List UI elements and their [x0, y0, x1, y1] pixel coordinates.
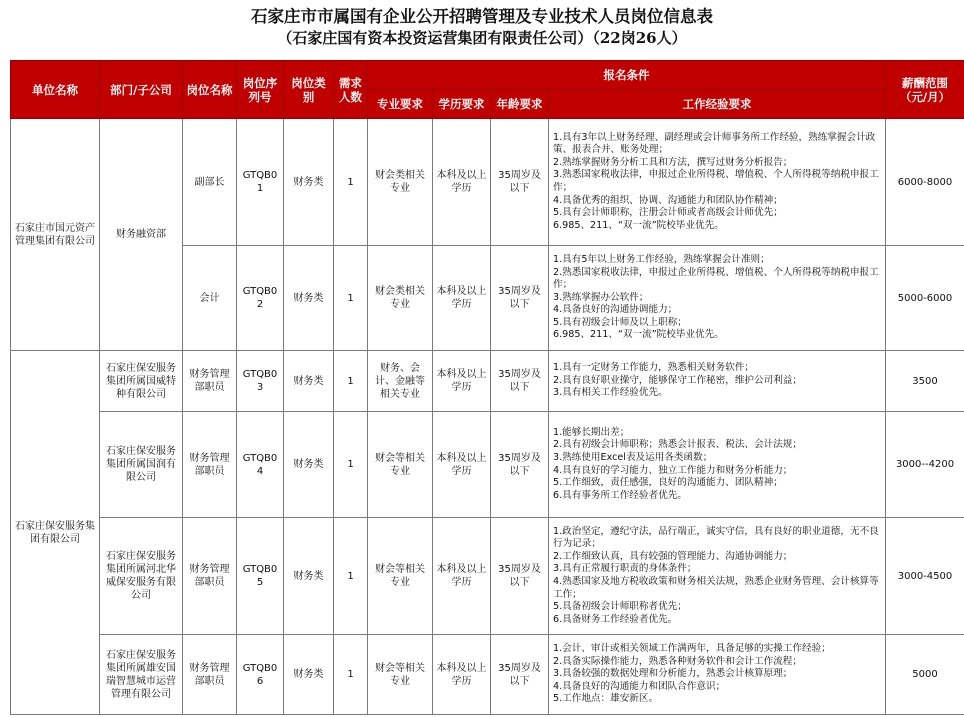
exp-line: 5.具有初级会计师及以上职称；	[553, 316, 687, 328]
major-cell: 财会等相关专业	[368, 518, 433, 635]
type-cell: 财务类	[284, 412, 334, 518]
exp-line: 5.工作地点：雄安新区。	[553, 693, 659, 705]
exp-cell	[549, 119, 886, 246]
exp-line: 1.政治坚定，遵纪守法，品行端正，诚实守信，具有良好的职业道德，无不良行为记录；	[553, 525, 879, 550]
salary-cell: 5000	[886, 635, 964, 715]
exp-line: 1.具有一定财务工作能力，熟悉相关财务软件；	[553, 362, 755, 374]
table-row	[11, 119, 964, 246]
exp-line: 3.熟练使用Excel表及运用各类函数；	[553, 451, 713, 463]
salary-cell: 6000-8000	[886, 119, 964, 246]
job-table	[10, 60, 964, 715]
exp-line: 1.具有5年以上财务工作经验，熟练掌握会计准则；	[553, 253, 770, 265]
page-subtitle: （石家庄国有资本投资运营集团有限责任公司）（22岗26人）	[277, 29, 687, 47]
salary-cell: 3000-4500	[886, 518, 964, 635]
page-title: 石家庄市市属国有企业公开招聘管理及专业技术人员岗位信息表	[251, 7, 713, 26]
dept-cell: 石家庄保安服务集团所属国威特种有限公司	[100, 351, 183, 412]
edu-cell: 本科及以上学历	[433, 635, 491, 715]
type-cell: 财务类	[284, 246, 334, 351]
age-cell: 35周岁及以下	[491, 635, 549, 715]
exp-cell	[549, 635, 886, 715]
table-row	[11, 351, 964, 412]
type-cell: 财务类	[284, 119, 334, 246]
major-cell: 财务、会计、金融等相关专业	[368, 351, 433, 412]
major-cell: 财会类相关专业	[368, 119, 433, 246]
age-cell: 35周岁及以下	[491, 119, 549, 246]
code-cell: GTQB05	[237, 518, 284, 635]
post-cell: 财务管理部职员	[183, 518, 237, 635]
table-row	[11, 518, 964, 635]
count-cell: 1	[334, 635, 368, 715]
type-cell: 财务类	[284, 351, 334, 412]
exp-line: 3.熟悉国家税收法律，申报过企业所得税、增值税、个人所得税等纳税申报工作；	[553, 169, 879, 193]
exp-line: 3.熟练掌握办公软件；	[553, 291, 649, 303]
dept-cell: 石家庄保安服务集团所属雄安国瑞智慧城市运营管理有限公司	[100, 635, 183, 715]
type-cell: 财务类	[284, 518, 334, 635]
edu-cell: 本科及以上学历	[433, 518, 491, 635]
code-cell: GTQB01	[237, 119, 284, 246]
dept-cell: 石家庄保安服务集团所属国润有限公司	[100, 412, 183, 518]
unit-cell: 石家庄市国元资产管理集团有限公司	[11, 119, 100, 351]
header-edu: 学历要求	[433, 90, 491, 119]
code-cell: GTQB04	[237, 412, 284, 518]
exp-line: 5.具有会计师职称，注册会计师或者高级会计师优先；	[553, 207, 783, 219]
unit-cell: 石家庄保安服务集团有限公司	[11, 351, 100, 715]
header-age: 年龄要求	[491, 90, 549, 119]
count-cell: 1	[334, 246, 368, 351]
header-major: 专业要求	[368, 90, 433, 119]
dept-cell: 石家庄保安服务集团所属河北华威保安服务有限公司	[100, 518, 183, 635]
edu-cell: 本科及以上学历	[433, 119, 491, 246]
exp-line: 6.具备财务工作经验者优先。	[553, 613, 678, 625]
exp-line: 5.具备初级会计师职称者优先；	[553, 601, 687, 613]
header-type: 岗位类别	[284, 61, 334, 119]
exp-cell	[549, 351, 886, 412]
exp-line: 2.具备实际操作能力，熟悉各种财务软件和会计工作流程；	[553, 655, 802, 667]
header-conditions: 报名条件	[368, 61, 886, 90]
code-cell: GTQB06	[237, 635, 284, 715]
exp-cell	[549, 246, 886, 351]
type-cell: 财务类	[284, 635, 334, 715]
exp-line: 3.具有相关工作经验优先。	[553, 387, 668, 399]
major-cell: 财会类相关专业	[368, 246, 433, 351]
title-block	[0, 6, 964, 48]
salary-cell: 5000-6000	[886, 246, 964, 351]
code-cell: GTQB03	[237, 351, 284, 412]
exp-line: 4.具备优秀的组织、协调、沟通能力和团队协作精神；	[553, 194, 783, 206]
table-row	[11, 635, 964, 715]
header-exp: 工作经验要求	[549, 90, 886, 119]
exp-line: 2.具有良好职业操守，能够保守工作秘密，维护公司利益；	[553, 374, 802, 386]
exp-line: 5.工作细致，责任感强，良好的沟通能力、团队精神；	[553, 477, 783, 489]
exp-line: 3.具有正常履行职责的身体条件；	[553, 563, 697, 575]
exp-line: 1.会计、审计或相关领域工作满两年，具备足够的实操工作经验；	[553, 643, 831, 655]
major-cell: 财会等相关专业	[368, 635, 433, 715]
post-cell: 会计	[183, 246, 237, 351]
exp-line: 1.能够长期出差；	[553, 426, 630, 438]
exp-line: 3.具备较强的数据处理和分析能力，熟悉会计核算原理；	[553, 668, 793, 680]
header-count: 需求人数	[334, 61, 368, 119]
exp-line: 1.具有3年以上财务经理、副经理或会计师事务所工作经验，熟练掌握会计政策、报表合并、账务处理；	[553, 131, 876, 156]
count-cell: 1	[334, 518, 368, 635]
salary-cell: 3000--4200	[886, 412, 964, 518]
edu-cell: 本科及以上学历	[433, 351, 491, 412]
code-cell: GTQB02	[237, 246, 284, 351]
age-cell: 35周岁及以下	[491, 246, 549, 351]
edu-cell: 本科及以上学历	[433, 412, 491, 518]
exp-line: 4.具备良好的沟通能力和团队合作意识；	[553, 680, 726, 692]
exp-cell	[549, 412, 886, 518]
count-cell: 1	[334, 119, 368, 246]
post-cell: 财务管理部职员	[183, 351, 237, 412]
exp-line: 6.985、211、“双一流”院校毕业优先。	[553, 329, 724, 341]
header-code: 岗位序列号	[237, 61, 284, 119]
exp-cell	[549, 518, 886, 635]
exp-line: 4.熟悉国家及地方税收政策和财务相关法规，熟悉企业财务管理、会计核算等工作；	[553, 576, 879, 600]
edu-cell: 本科及以上学历	[433, 246, 491, 351]
post-cell: 副部长	[183, 119, 237, 246]
header-salary: 薪酬范围（元/月）	[886, 61, 964, 119]
table-row	[11, 412, 964, 518]
age-cell: 35周岁及以下	[491, 518, 549, 635]
salary-cell: 3500	[886, 351, 964, 412]
header-dept: 部门/子公司	[100, 61, 183, 119]
header-unit: 单位名称	[11, 61, 100, 119]
exp-line: 6.具有事务所工作经验者优先。	[553, 489, 687, 501]
post-cell: 财务管理部职员	[183, 635, 237, 715]
exp-line: 6.985、211、“双一流”院校毕业优先。	[553, 219, 724, 231]
dept-cell: 财务融资部	[100, 119, 183, 351]
major-cell: 财会等相关专业	[368, 412, 433, 518]
exp-line: 2.具有初级会计师职称；熟悉会计报表、税法、会计法规；	[553, 439, 802, 451]
age-cell: 35周岁及以下	[491, 351, 549, 412]
header-post: 岗位名称	[183, 61, 237, 119]
exp-line: 2.工作细致认真，具有较强的管理能力、沟通协调能力；	[553, 550, 793, 562]
count-cell: 1	[334, 351, 368, 412]
exp-line: 4.具有良好的学习能力、独立工作能力和财务分析能力；	[553, 464, 793, 476]
exp-line: 2.熟练掌握财务分析工具和方法，撰写过财务分析报告；	[553, 156, 793, 168]
post-cell: 财务管理部职员	[183, 412, 237, 518]
count-cell: 1	[334, 412, 368, 518]
exp-line: 2.熟悉国家税收法律，申报过企业所得税、增值税、个人所得税等纳税申报工作；	[553, 266, 879, 291]
exp-line: 4.具备良好的沟通协调能力；	[553, 304, 678, 316]
age-cell: 35周岁及以下	[491, 412, 549, 518]
